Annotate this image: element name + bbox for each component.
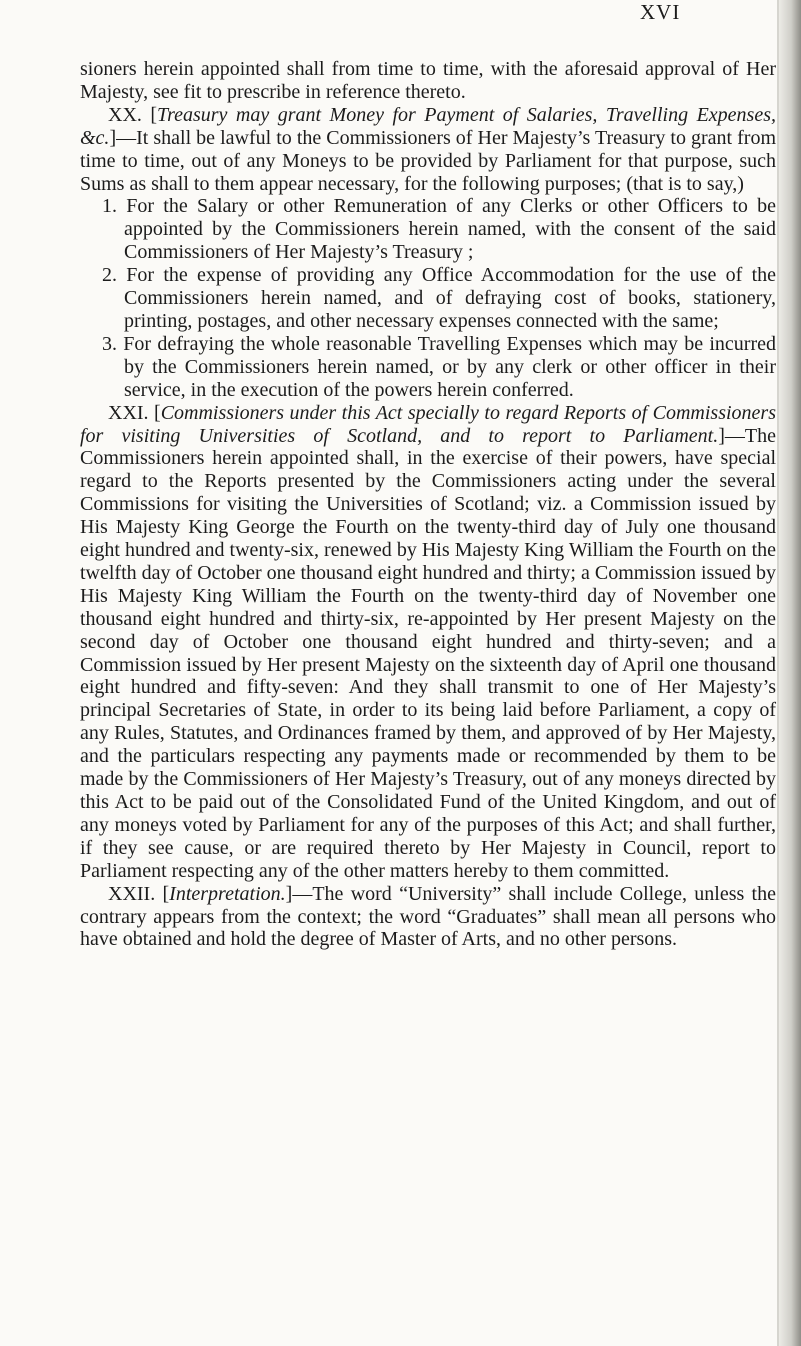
section-22-number: XXII.	[108, 882, 156, 905]
section-21-heading: Commissioners under this Act specially to regard Reports of Commissioners for visiting Universities of Scotland, and to report to Parliament.	[80, 401, 776, 447]
list-item-1	[80, 195, 776, 264]
list-item-number: 3.	[102, 332, 117, 355]
section-22-body: —The word “University” shall include College, unless the contrary appears from the context; the word “Graduates” shall mean all persons who have obtained and hold the degree of Master of Arts, and no other persons.	[80, 882, 776, 951]
section-20-body: —It shall be lawful to the Commissioners of Her Majesty’s Treasury to grant from time to time, out of any Moneys to be provided by Parliament for that purpose, such Sums as shall to them appear necessary, for the following purposes; (that is to say,)	[80, 126, 776, 195]
section-20: XX. [Treasury may grant Money for Payment of Salaries, Travelling Expenses, &c.]—It shall be lawful to the Commissioners of Her Majesty’s Treasury to grant from time to time, out of any Moneys to be provided by Parliament for that purpose, such Sums as shall to them appear necessary, for the following purposes; (that is to say,)	[80, 103, 776, 195]
section-22-heading: Interpretation.	[169, 882, 286, 905]
section-20-heading: Treasury may grant Money for Payment of Salaries, Travelling Expenses, &c.	[80, 103, 776, 149]
section-20-number: XX.	[108, 103, 142, 126]
list-item-3	[80, 333, 776, 402]
page-binding-edge	[779, 0, 801, 1346]
section-21-number: XXI.	[108, 401, 149, 424]
list-item-text: For the expense of providing any Office Accommodation for the use of the Commissioners herein named, and of defraying cost of books, stationery, printing, postages, and other necessary expenses connected with the same;	[124, 264, 777, 332]
statute-text	[80, 58, 776, 951]
list-item-number: 2.	[102, 264, 117, 287]
section-21: XXI. [Commissioners under this Act specially to regard Reports of Commissioners for visiting Universities of Scotland, and to report to Parliament.]—The Commissioners herein appointed shall, in the exercise of their powers, have special regard to the Reports presented by the Commissioners acting under the several Commissions for visiting the Universities of Scotland; viz. a Commission issued by His Majesty King George the Fourth on the twenty-third day of July one thousand eight hundred and twenty-six, renewed by His Majesty King William the Fourth on the twelfth day of October one thousand eight hundred and thirty; a Commission issued by His Majesty King William the Fourth on the twenty-third day of November one thousand eight hundred and thirty-six, re-appointed by Her present Majesty on the second day of October one thousand eight hundred and thirty-seven; and a Commission issued by Her present Majesty on the sixteenth day of April one thousand eight hundred and fifty-seven: And they shall transmit to one of Her Majesty’s principal Secretaries of State, in order to its being laid before Parliament, a copy of any Rules, Statutes, and Ordinances framed by them, and approved of by Her Majesty, and the particulars respecting any payments made or recommended by them to be made by the Commissioners of Her Majesty’s Treasury, out of any moneys directed by this Act to be paid out of the Consolidated Fund of the United Kingdom, and out of any moneys voted by Parliament for any of the purposes of this Act; and shall further, if they see cause, or are required thereto by Her Majesty in Council, report to Parliament respecting any of the other matters hereby to them committed.	[80, 401, 776, 882]
page-number: XVI	[640, 0, 681, 24]
section-21-body: —The Commissioners herein appointed shall, in the exercise of their powers, have special regard to the Reports presented by the Commissioners acting under the several Commissions for visiting the Universities of Scotland; viz. a Commission issued by His Majesty King George the Fourth on the twenty-third day of July one thousand eight hundred and twenty-six, renewed by His Majesty King William the Fourth on the twelfth day of October one thousand eight hundred and thirty; a Commission issued by His Majesty King William the Fourth on the twenty-third day of November one thousand eight hundred and thirty-six, re-appointed by Her present Majesty on the second day of October one thousand eight hundred and thirty-seven; and a Commission issued by Her present Majesty on the sixteenth day of April one thousand eight hundred and fifty-seven: And they shall transmit to one of Her Majesty’s principal Secretaries of State, in order to its being laid before Parliament, a copy of any Rules, Statutes, and Ordinances framed by them, and approved of by Her Majesty, and the particulars respecting any payments made or recommended by them to be made by the Commissioners of Her Majesty’s Treasury, out of any moneys directed by this Act to be paid out of the Consolidated Fund of the United Kingdom, and out of any moneys voted by Parliament for any of the purposes of this Act; and shall further, if they see cause, or are required thereto by Her Majesty in Council, report to Parliament respecting any of the other matters hereby to them committed.	[80, 424, 776, 882]
continuation-paragraph: sioners herein appointed shall from time to time, with the aforesaid approval of Her Majesty, see fit to prescribe in reference thereto.	[80, 58, 776, 103]
list-item-text: For defraying the whole reasonable Travelling Expenses which may be incurred by the Commissioners herein named, or by any clerk or other officer in their service, in the execution of the powers herein conferred.	[123, 332, 777, 401]
section-22: XXII. [Interpretation.]—The word “University” shall include College, unless the contrary appears from the context; the word “Graduates” shall mean all persons who have obtained and hold the degree of Master of Arts, and no other persons.	[80, 882, 776, 951]
list-item-number: 1.	[102, 195, 117, 218]
list-item-text: For the Salary or other Remuneration of any Clerks or other Officers to be appointed by the Commissioners herein named, with the consent of the said Commissioners of Her Majesty’s Treasury ;	[124, 195, 777, 264]
list-item-2	[80, 264, 776, 333]
